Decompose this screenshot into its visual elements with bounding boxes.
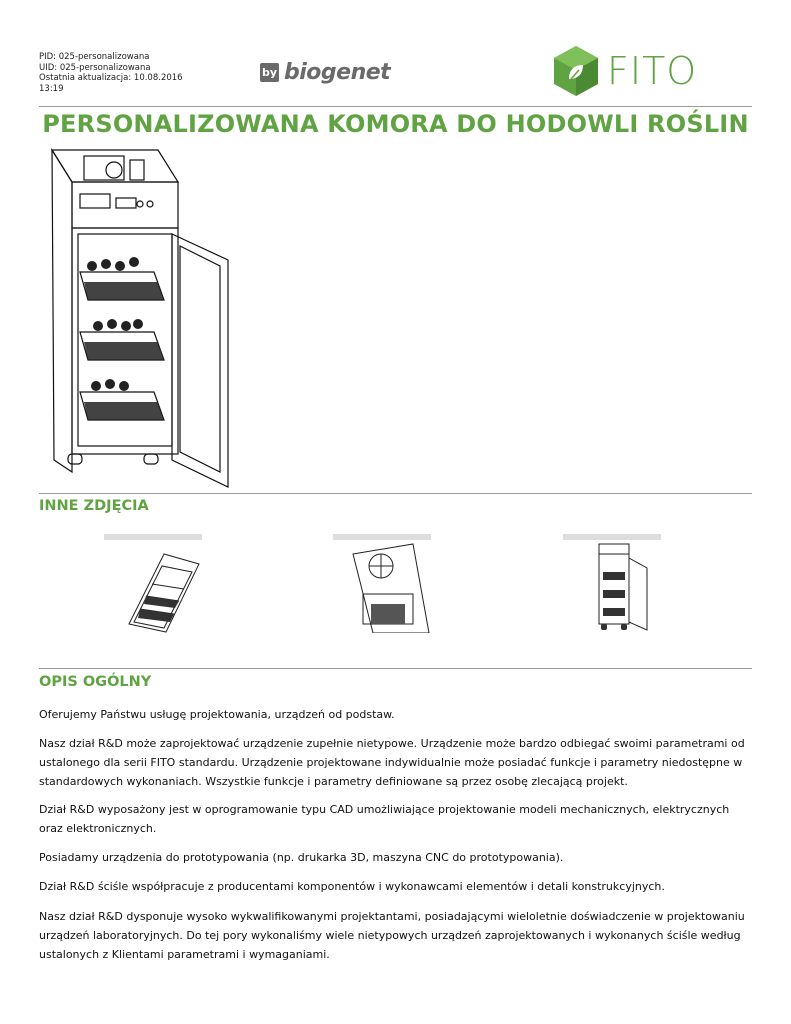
pid-text: PID: 025-personalizowana <box>39 52 150 62</box>
section-divider-photos <box>39 493 752 494</box>
fito-wordmark: FITO <box>607 49 698 93</box>
updated-text: Ostatnia aktualizacja: 10.08.2016 <box>39 73 183 83</box>
paragraph-5: Dział R&D ściśle współpracuje z producentami komponentów i wykonawcami elementów i detali konstrukcyjnych. <box>39 880 665 893</box>
photo-thumbnail-2[interactable] <box>333 534 431 633</box>
paragraph-6: Nasz dział R&D dysponuje wysoko wykwalifikowanymi projektantami, posiadającymi wieloletnie doświadczenie w projektowaniu urządzeń laboratoryjnych. Do tej pory wykonaliśmy wiele nietypowych urządzeń zaprojektowanych i wykonanych ściśle według ustalonych z Klientami parametrami i wymaganiami. <box>39 910 745 961</box>
section-title-description: OPIS OGÓLNY <box>39 674 152 690</box>
paragraph-1: Oferujemy Państwu usługę projektowania, urządzeń od podstaw. <box>39 708 395 721</box>
by-badge: by <box>260 63 279 82</box>
photo-thumbnail-1[interactable] <box>104 534 202 633</box>
biogenet-logo <box>260 58 390 86</box>
paragraph-3: Dział R&D wyposażony jest w oprogramowanie typu CAD umożliwiające projektowanie modeli mechanicznych, elektrycznych oraz elektronicznych. <box>39 803 730 835</box>
section-divider-description <box>39 668 752 669</box>
paragraph-4: Posiadamy urządzenia do prototypowania (np. drukarka 3D, maszyna CNC do prototypowania). <box>39 851 564 864</box>
fito-cube-icon <box>553 45 599 97</box>
fito-logo <box>553 45 697 97</box>
photo-thumbnail-3[interactable] <box>563 534 661 633</box>
uid-text: UID: 025-personalizowana <box>39 62 151 73</box>
page-title: PERSONALIZOWANA KOMORA DO HODOWLI ROŚLIN <box>42 110 749 138</box>
section-title-other-photos: INNE ZDJĘCIA <box>39 498 149 514</box>
paragraph-2: Nasz dział R&D może zaprojektować urządzenie zupełnie nietypowe. Urządzenie może bardzo odbiegać swoimi parametrami od ustalonego dla serii FITO standardu. Urządzenie projektowane indywidualnie może posiadać funkcje i parametry niedostępne w standardowych wykonaniach. Wszystkie funkcje i parametry definiowane są przez osobę zlecającą projekt. <box>39 737 745 788</box>
header-divider <box>39 106 752 107</box>
biogenet-wordmark: biogenet <box>284 59 391 85</box>
updated-time: 13:19 <box>39 83 64 94</box>
growth-chamber-image <box>40 142 236 492</box>
document-meta <box>39 52 189 94</box>
